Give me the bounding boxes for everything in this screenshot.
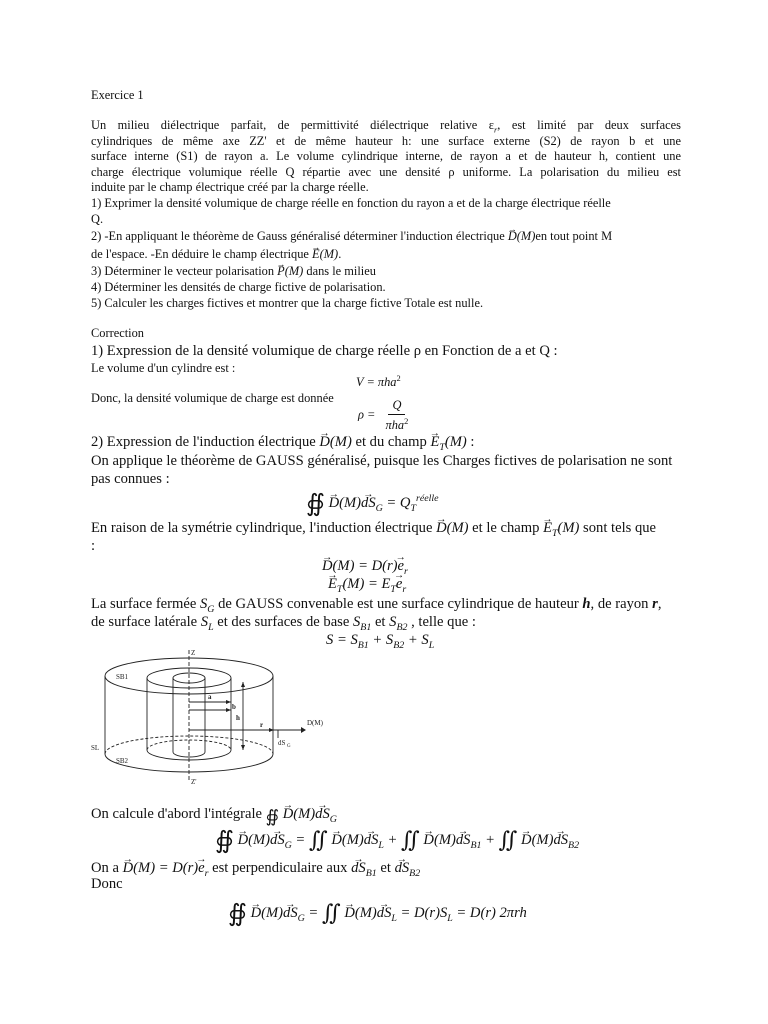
exercise-intro-line-4: charge électrique volumique réelle Q répartie avec une densité ρ uniforme. La polarisation du milieu est	[91, 165, 681, 179]
correction-heading-2: 2) Expression de l'induction électrique → D(M) et du champ → $E_T(M)$ :	[91, 434, 681, 453]
induction-formula: → $D(M) = D(r)\to e_r$	[322, 558, 408, 577]
sl-label: SL	[91, 744, 100, 752]
correction-title: Correction	[91, 326, 144, 340]
axis-z-label: Z	[191, 649, 196, 657]
question-4: 4) Déterminer les densités de charge fictive de polarisation.	[91, 280, 386, 294]
integral-decomposition: ∯ → $D(M)\to dS_G$ = ∬ → $D(M)\to dS_L$ + ∬ → $D(M)\to dS_{B1}$ + ∬ → $D(M)\to dS_{B2}$	[215, 826, 579, 855]
radius-a-label: a	[208, 693, 212, 701]
exercise-intro-line-1: Un milieu diélectrique parfait, de permittivité diélectrique relative $\varepsilon_r$, est limité par deux surfaces	[91, 118, 681, 135]
volume-text: Le volume d'un cylindre est :	[91, 361, 236, 375]
exercise-intro-line-5: induite par le champ électrique créé par la charge réelle.	[91, 180, 369, 194]
symmetry-line-1: En raison de la symétrie cylindrique, l'induction électrique → D(M) et le champ → $E_T(M)$ sont tels que	[91, 520, 681, 539]
exercise-title: Exercice 1	[91, 88, 144, 102]
question-2-line-1: 2) -En appliquant le théorème de Gauss généralisé déterminer l'induction électrique → D(M)en tout point M	[91, 229, 681, 244]
donc-line: Donc	[91, 876, 123, 892]
density-text: Donc, la densité volumique de charge est donnée	[91, 391, 334, 405]
surface-line-2: de surface latérale $S_L$ et des surfaces de base $S_{B1}$ et $S_{B2}$ , telle que :	[91, 614, 476, 633]
ds-label: dS	[278, 739, 286, 747]
field-formula: → $E_T(M) = E_T\to e_r$	[328, 576, 406, 595]
sb2-label: SB2	[116, 757, 129, 765]
height-h-label: h	[236, 714, 240, 722]
question-2-line-2: de l'espace. -En déduire le champ électrique → E(M).	[91, 247, 681, 262]
question-1-line-1: 1) Exprimer la densité volumique de charge réelle en fonction du rayon a et de la charge électrique réelle	[91, 196, 611, 210]
density-formula: ρ = $\frac{Q}{\pi ha^2}$	[358, 398, 409, 433]
gauss-apply-line-1: On applique le théorème de GAUSS généralisé, puisque les Charges fictives de polarisation ne sont	[91, 453, 673, 469]
symmetry-line-2: :	[91, 538, 96, 554]
field-d-label: D(M)	[307, 719, 323, 727]
ds-g-sub: G	[287, 744, 291, 749]
integral-result: ∯ → $D(M)\to dS_G$ = ∬ → $D(M)\to dS_L = D(r)S_L = D(r)$ 2πrh	[228, 899, 527, 928]
question-1-line-2: Q.	[91, 212, 104, 226]
surface-line-1: La surface fermée $S_G$ de GAUSS convenable est une surface cylindrique de hauteur h, de rayon r,	[91, 596, 662, 615]
question-5: 5) Calculer les charges fictives et montrer que la charge fictive Totale est nulle.	[91, 296, 484, 310]
correction-heading-1: 1) Expression de la densité volumique de charge réelle ρ en Fonction de a et Q :	[91, 343, 558, 359]
cylinder-figure	[88, 646, 338, 788]
gauss-theorem-formula: ∯ → $D(M)\to dS_G = Q_T^{réelle}$	[306, 489, 439, 518]
exercise-intro-line-2: cylindriques de même axe ZZ' et de même hauteur h: une surface externe (S2) de rayon b et une	[91, 134, 681, 148]
sb1-label: SB1	[116, 673, 129, 681]
radius-b-label: b	[232, 703, 236, 711]
axis-z-prime-label: Z'	[191, 778, 197, 786]
volume-formula: V = πha$^2$	[356, 373, 401, 390]
integral-intro: On calcule d'abord l'intégrale ∯ → $D(M)\to dS_G$	[91, 806, 681, 827]
exercise-intro-line-3: surface interne (S1) de rayon a. Le volume cylindrique interne, de rayon a et de hauteur h, contient une	[91, 149, 681, 163]
gauss-apply-line-2: pas connues :	[91, 471, 170, 487]
radius-r-label: r	[260, 721, 264, 729]
perpendicular-line: On $a \to D(M) = D(r)\to e_r$ est perpendiculaire aux → $dS_{B1}$ et → $dS_{B2}$	[91, 860, 681, 879]
surface-sum-formula: $S = S_{B1} + S_{B2} + S_L$	[326, 632, 435, 651]
question-3: 3) Déterminer le vecteur polarisation → P(M) dans le milieu	[91, 264, 681, 279]
